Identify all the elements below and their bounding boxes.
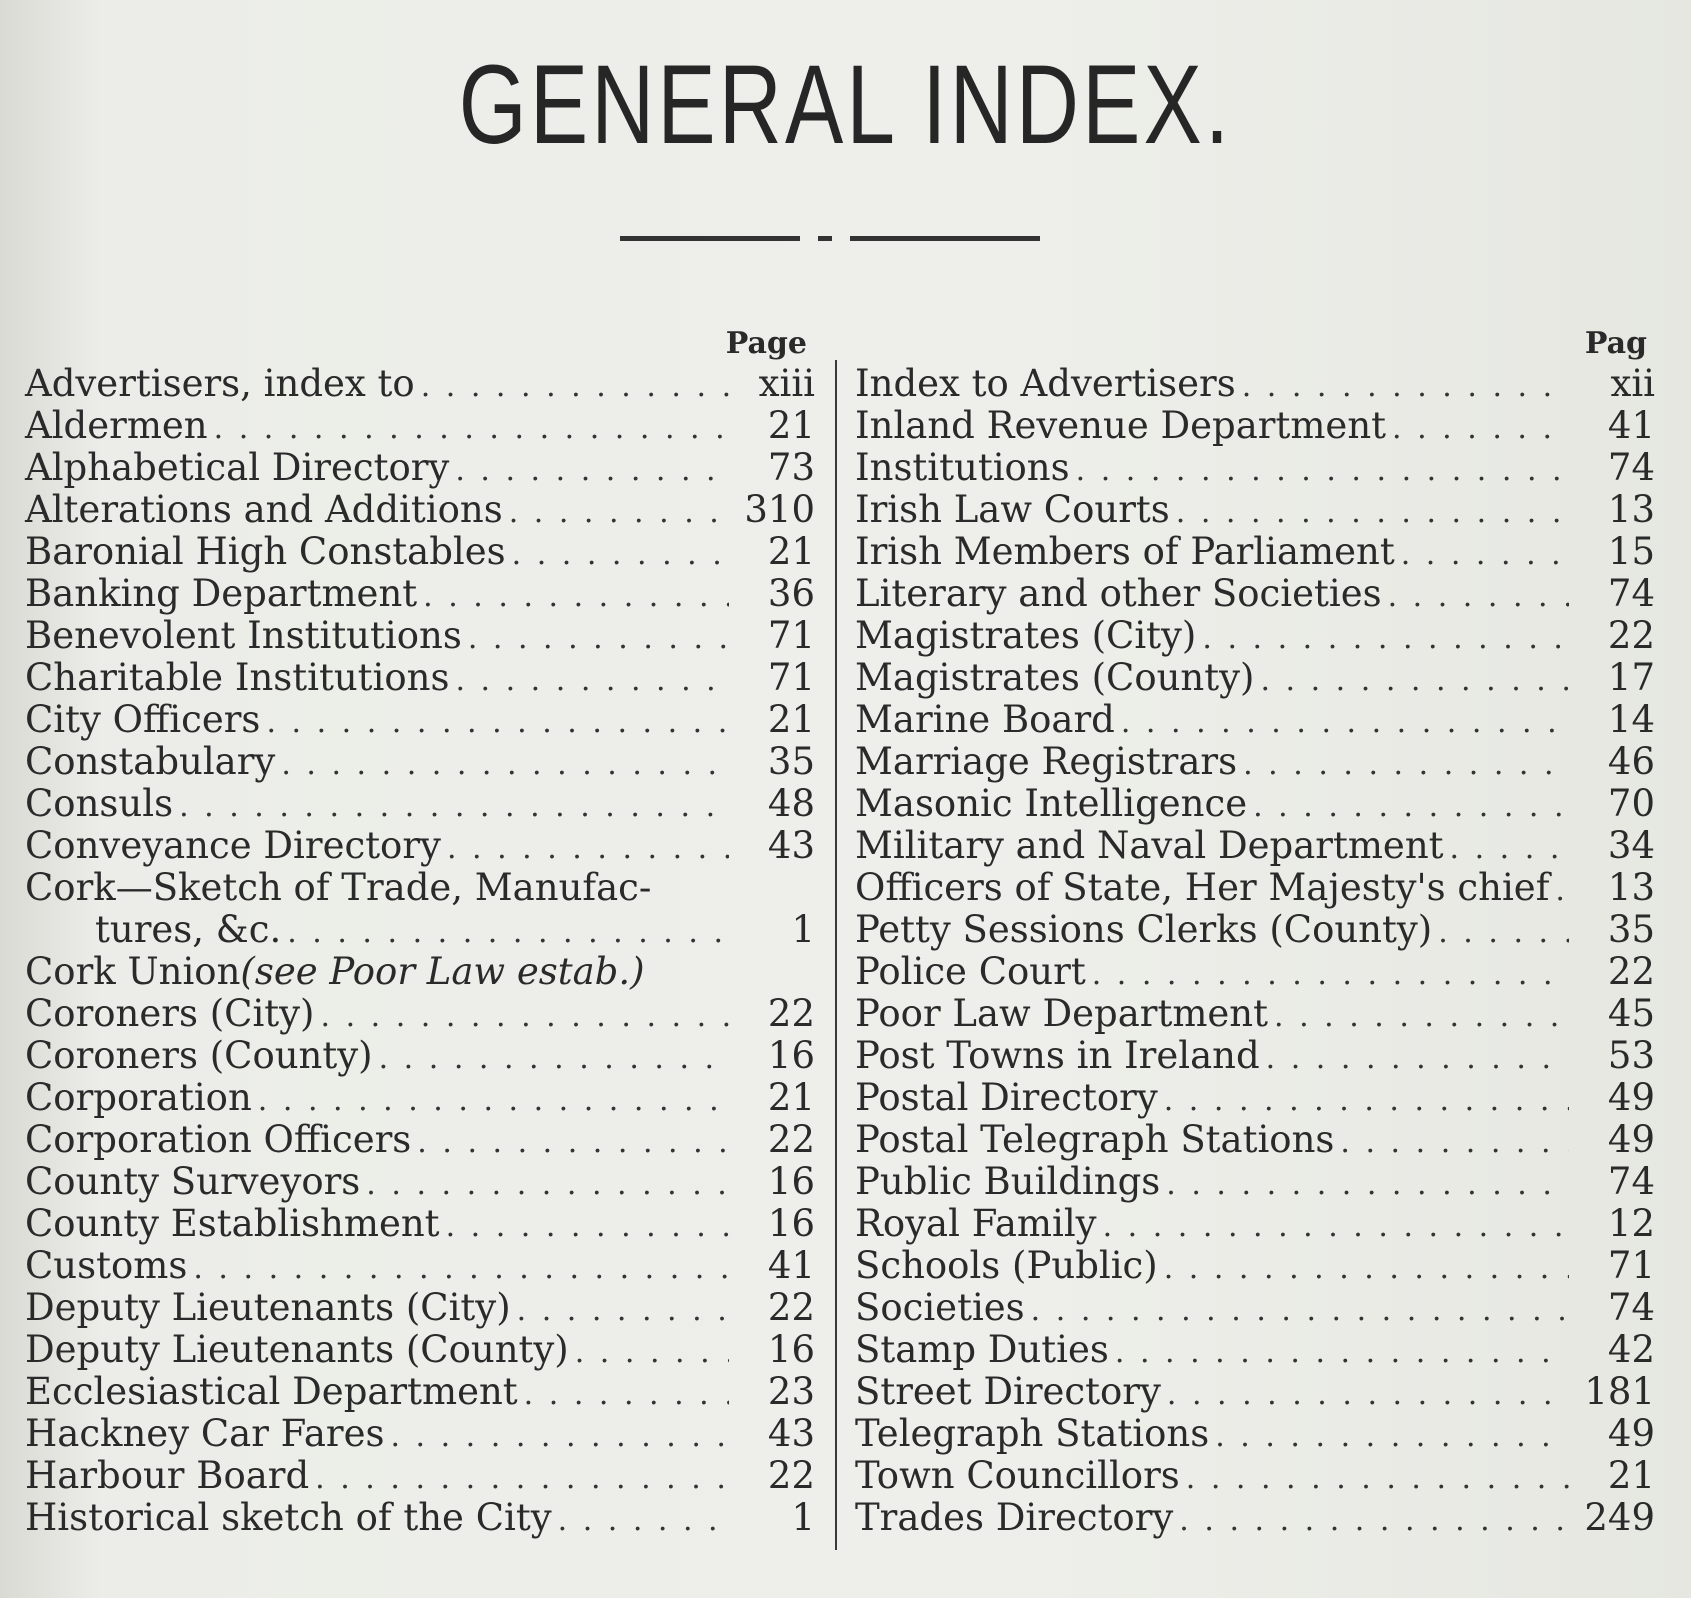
index-entry xyxy=(25,615,815,657)
entry-label xyxy=(25,1329,569,1371)
dot-leader xyxy=(315,1458,729,1500)
entry-label-text: Post Towns in Ireland xyxy=(855,1034,1260,1077)
entry-label-text: Advertisers, index to xyxy=(25,362,415,405)
dot-leader xyxy=(266,702,729,744)
entry-label-text: Inland Revenue Department xyxy=(855,404,1387,447)
index-entry xyxy=(25,867,815,909)
dot-leader xyxy=(1176,492,1569,534)
entry-page-number: 249 xyxy=(1584,1496,1655,1539)
index-entry xyxy=(25,1413,815,1455)
index-entry xyxy=(25,405,815,447)
index-entry xyxy=(25,447,815,489)
entry-label-text: County Establishment xyxy=(25,1202,440,1245)
entry-page-number: 35 xyxy=(1607,908,1655,951)
index-entry xyxy=(25,783,815,825)
entry-label xyxy=(25,1371,518,1413)
entry-label-text: Stamp Duties xyxy=(855,1328,1109,1371)
entry-label-text: Marine Board xyxy=(855,698,1115,741)
entry-page-number: 23 xyxy=(767,1370,815,1413)
entry-label-text: Harbour Board xyxy=(25,1454,310,1497)
dot-leader xyxy=(1202,618,1569,660)
entry-page-number: 21 xyxy=(767,404,815,447)
entry-label-text: Benevolent Institutions xyxy=(25,614,462,657)
entry-label-text: Police Court xyxy=(855,950,1086,993)
index-entry xyxy=(855,699,1655,741)
dot-leader xyxy=(517,1290,729,1332)
entry-label-text: Alterations and Additions xyxy=(25,488,503,531)
entry-label-text: Marriage Registrars xyxy=(855,740,1238,783)
entry-label-text: Baronial High Constables xyxy=(25,530,506,573)
entry-label-text: Postal Telegraph Stations xyxy=(855,1118,1335,1161)
dot-leader xyxy=(1166,1164,1569,1206)
dot-leader xyxy=(1266,1038,1569,1080)
entry-label xyxy=(25,1413,384,1455)
entry-label-text: Officers of State, Her Majesty's chief xyxy=(855,866,1550,909)
index-entry xyxy=(855,657,1655,699)
index-entry xyxy=(855,615,1655,657)
index-entry xyxy=(25,1119,815,1161)
dot-leader xyxy=(1215,1416,1569,1458)
index-entry xyxy=(855,1329,1655,1371)
entry-label-text: Corporation xyxy=(25,1076,252,1119)
entry-label xyxy=(25,1497,552,1539)
entry-page-number: 49 xyxy=(1607,1412,1655,1455)
entry-page-number: 74 xyxy=(1607,446,1655,489)
index-entry xyxy=(25,1329,815,1371)
entry-page-number: 1 xyxy=(791,908,815,951)
entry-label-text: Aldermen xyxy=(25,404,208,447)
entry-label xyxy=(855,1371,1161,1413)
entry-label-text: Historical sketch of the City xyxy=(25,1496,552,1539)
column-divider xyxy=(835,360,837,1550)
index-entry xyxy=(25,909,815,951)
entry-label xyxy=(25,1287,511,1329)
entry-label xyxy=(25,657,449,699)
index-entry xyxy=(855,531,1655,573)
index-entry xyxy=(25,1161,815,1203)
index-entry xyxy=(25,657,815,699)
entry-label xyxy=(25,1119,411,1161)
entry-page-number: 21 xyxy=(767,1076,815,1119)
entry-label xyxy=(25,867,651,909)
entry-label xyxy=(855,1455,1180,1497)
entry-label xyxy=(25,741,275,783)
entry-page-number: 181 xyxy=(1584,1370,1655,1413)
entry-page-number: 74 xyxy=(1607,572,1655,615)
index-entry xyxy=(855,1035,1655,1077)
dot-leader xyxy=(1274,996,1569,1038)
index-entry xyxy=(855,1371,1655,1413)
index-entry xyxy=(855,1161,1655,1203)
entry-page-number: 16 xyxy=(767,1202,815,1245)
entry-page-number: 21 xyxy=(767,698,815,741)
entry-page-number: 13 xyxy=(1607,488,1655,531)
dot-leader xyxy=(1401,534,1569,576)
dot-leader xyxy=(321,996,730,1038)
entry-label-text: Societies xyxy=(855,1286,1025,1329)
entry-page-number: 22 xyxy=(1607,614,1655,657)
index-entry xyxy=(25,531,815,573)
index-entry xyxy=(25,1371,815,1413)
entry-label-text: Magistrates (County) xyxy=(855,656,1255,699)
entry-label xyxy=(855,699,1115,741)
dot-leader xyxy=(1115,1332,1569,1374)
entry-note: (see Poor Law estab.) xyxy=(240,950,645,993)
dot-leader xyxy=(258,1080,729,1122)
index-entry xyxy=(855,1455,1655,1497)
entry-label xyxy=(855,1329,1109,1371)
entry-label xyxy=(25,1077,252,1119)
entry-label-text: Corporation Officers xyxy=(25,1118,412,1161)
entry-label-text: Constabulary xyxy=(25,740,276,783)
dot-leader xyxy=(281,744,729,786)
index-entry xyxy=(855,405,1655,447)
entry-page-number: 49 xyxy=(1607,1076,1655,1119)
entry-label-text: Banking Department xyxy=(25,572,418,615)
dot-leader xyxy=(421,366,729,408)
entry-label-text: Deputy Lieutenants (City) xyxy=(25,1286,511,1329)
index-entry xyxy=(855,1203,1655,1245)
entry-label-text: Petty Sessions Clerks (County) xyxy=(855,908,1433,951)
entry-label-text: Public Buildings xyxy=(855,1160,1161,1203)
entry-label xyxy=(25,531,506,573)
entry-label xyxy=(25,447,449,489)
entry-label-text: Alphabetical Directory xyxy=(25,446,450,489)
dot-leader xyxy=(214,408,729,450)
entry-page-number: 22 xyxy=(767,1454,815,1497)
dot-leader xyxy=(558,1500,729,1542)
entry-label xyxy=(855,1077,1158,1119)
entry-label xyxy=(855,489,1170,531)
index-entry xyxy=(25,1455,815,1497)
index-entry xyxy=(25,741,815,783)
right-page-heading: Pag xyxy=(1584,326,1647,361)
dot-leader xyxy=(417,1122,729,1164)
entry-page-number: 45 xyxy=(1607,992,1655,1035)
entry-label xyxy=(855,909,1432,951)
index-entry xyxy=(855,1413,1655,1455)
dot-leader xyxy=(390,1416,729,1458)
rule-segment-right xyxy=(850,236,1040,241)
dot-leader xyxy=(1242,366,1569,408)
entry-label-text: Customs xyxy=(25,1244,188,1287)
entry-page-number: 22 xyxy=(767,1286,815,1329)
entry-page-number: 16 xyxy=(767,1160,815,1203)
right-index-column xyxy=(855,325,1655,1539)
dot-leader xyxy=(455,660,729,702)
entry-label xyxy=(25,363,415,405)
entry-label xyxy=(855,447,1070,489)
entry-label-text: Irish Law Courts xyxy=(855,488,1170,531)
entry-page-number: 310 xyxy=(744,488,815,531)
entry-label-text: Trades Directory xyxy=(855,1496,1174,1539)
entry-page-number: 43 xyxy=(767,1412,815,1455)
entry-label xyxy=(855,1119,1334,1161)
title-ornament-rule xyxy=(620,236,1040,242)
entry-label xyxy=(855,1287,1025,1329)
entry-label-text: Institutions xyxy=(855,446,1070,489)
dot-leader xyxy=(1164,1080,1569,1122)
index-entry xyxy=(855,993,1655,1035)
entry-label-text: Street Directory xyxy=(855,1370,1161,1413)
index-entry xyxy=(25,489,815,531)
entry-page-number: 1 xyxy=(791,1496,815,1539)
entry-label-text: Consuls xyxy=(25,782,174,825)
dot-leader xyxy=(1450,828,1569,870)
index-entry xyxy=(855,1077,1655,1119)
entry-label-text: Military and Naval Department xyxy=(855,824,1444,867)
entry-label-text: Ecclesiastical Department xyxy=(25,1370,518,1413)
entry-page-number: 21 xyxy=(767,530,815,573)
dot-leader xyxy=(1076,450,1569,492)
entry-page-number: 42 xyxy=(1607,1328,1655,1371)
rule-segment-left xyxy=(620,236,800,241)
dot-leader xyxy=(379,1038,729,1080)
index-entry xyxy=(855,1119,1655,1161)
entry-label-text: Poor Law Department xyxy=(855,992,1268,1035)
dot-leader xyxy=(1031,1290,1569,1332)
entry-label xyxy=(855,1035,1260,1077)
entry-label-text: Index to Advertisers xyxy=(855,362,1236,405)
index-entry xyxy=(855,1245,1655,1287)
entry-label-text: Magistrates (City) xyxy=(855,614,1197,657)
index-entry xyxy=(25,825,815,867)
index-entry xyxy=(25,1245,815,1287)
index-entry xyxy=(25,573,815,615)
dot-leader xyxy=(575,1332,729,1374)
entry-label xyxy=(855,993,1268,1035)
entry-label xyxy=(855,573,1382,615)
entry-page-number: 74 xyxy=(1607,1160,1655,1203)
entry-label xyxy=(855,1161,1160,1203)
index-entry xyxy=(25,1077,815,1119)
dot-leader xyxy=(1164,1248,1569,1290)
left-entry-list xyxy=(25,363,815,1539)
dot-leader xyxy=(1103,1206,1569,1248)
entry-label-text: Hackney Car Fares xyxy=(25,1412,385,1455)
entry-page-number: 70 xyxy=(1607,782,1655,825)
dot-leader xyxy=(446,1206,729,1248)
entry-label xyxy=(25,1455,309,1497)
index-entry xyxy=(855,573,1655,615)
dot-leader xyxy=(524,1374,729,1416)
dot-leader xyxy=(509,492,729,534)
entry-label xyxy=(855,1245,1158,1287)
entry-label xyxy=(25,993,315,1035)
page-title: GENERAL INDEX. xyxy=(458,42,1233,167)
entry-page-number: 12 xyxy=(1607,1202,1655,1245)
index-entry xyxy=(855,1497,1655,1539)
entry-label xyxy=(25,825,441,867)
index-entry xyxy=(25,993,815,1035)
entry-label-text: Coroners (County) xyxy=(25,1034,373,1077)
entry-label xyxy=(25,1203,440,1245)
dot-leader xyxy=(1388,576,1569,618)
index-entry xyxy=(855,741,1655,783)
dot-leader xyxy=(512,534,729,576)
entry-page-number: 16 xyxy=(767,1328,815,1371)
dot-leader xyxy=(193,1248,729,1290)
dot-leader xyxy=(1260,660,1569,702)
entry-label-text: Town Councillors xyxy=(855,1454,1180,1497)
left-index-column xyxy=(25,325,815,1539)
entry-label xyxy=(25,699,260,741)
dot-leader xyxy=(1179,1500,1569,1542)
entry-page-number: 43 xyxy=(767,824,815,867)
entry-label xyxy=(855,657,1254,699)
dot-leader xyxy=(1121,702,1569,744)
entry-page-number: 41 xyxy=(767,1244,815,1287)
index-entry xyxy=(855,363,1655,405)
entry-page-number: 16 xyxy=(767,1034,815,1077)
entry-page-number: xiii xyxy=(758,362,815,405)
entry-page-number: 15 xyxy=(1607,530,1655,573)
entry-page-number: 53 xyxy=(1607,1034,1655,1077)
dot-leader xyxy=(179,786,729,828)
entry-page-number: 22 xyxy=(1607,950,1655,993)
entry-label xyxy=(855,741,1237,783)
entry-page-number: 34 xyxy=(1607,824,1655,867)
dot-leader xyxy=(1253,786,1569,828)
index-entry xyxy=(855,825,1655,867)
entry-page-number: 49 xyxy=(1607,1118,1655,1161)
entry-page-number: 22 xyxy=(767,1118,815,1161)
entry-page-number: 74 xyxy=(1607,1286,1655,1329)
entry-page-number: 46 xyxy=(1607,740,1655,783)
entry-label xyxy=(25,615,462,657)
dot-leader xyxy=(455,450,729,492)
entry-label xyxy=(25,951,645,993)
right-entry-list xyxy=(855,363,1655,1539)
entry-label xyxy=(25,1161,360,1203)
entry-label xyxy=(25,1245,187,1287)
entry-label xyxy=(25,909,281,951)
entry-label-text: Cork—Sketch of Trade, Manufac- xyxy=(25,866,652,909)
entry-label-text: Irish Members of Parliament xyxy=(855,530,1395,573)
entry-label xyxy=(25,489,503,531)
index-entry xyxy=(25,1203,815,1245)
index-entry xyxy=(25,363,815,405)
index-entry xyxy=(25,1497,815,1539)
dot-leader xyxy=(1167,1374,1569,1416)
entry-label-text: Coroners (City) xyxy=(25,992,315,1035)
entry-label-text: Masonic Intelligence xyxy=(855,782,1248,825)
entry-page-number: 71 xyxy=(767,614,815,657)
entry-page-number: 36 xyxy=(767,572,815,615)
index-entry xyxy=(855,447,1655,489)
entry-label-text: Charitable Institutions xyxy=(25,656,450,699)
entry-label xyxy=(855,867,1549,909)
index-entry xyxy=(25,1035,815,1077)
entry-page-number: 14 xyxy=(1607,698,1655,741)
index-entry xyxy=(855,951,1655,993)
entry-label xyxy=(855,405,1386,447)
entry-label-text: County Surveyors xyxy=(25,1160,361,1203)
entry-label xyxy=(855,951,1086,993)
index-entry xyxy=(855,1287,1655,1329)
entry-label-text: Cork Union xyxy=(25,950,241,993)
dot-leader xyxy=(468,618,729,660)
entry-page-number: 41 xyxy=(1607,404,1655,447)
index-entry xyxy=(855,489,1655,531)
dot-leader xyxy=(1555,870,1569,912)
dot-leader xyxy=(287,912,729,954)
rule-segment-center xyxy=(818,236,832,241)
entry-label xyxy=(855,363,1236,405)
entry-label-text: Telegraph Stations xyxy=(855,1412,1210,1455)
dot-leader xyxy=(1340,1122,1569,1164)
entry-page-number: 35 xyxy=(767,740,815,783)
dot-leader xyxy=(423,576,729,618)
entry-page-number: 71 xyxy=(1607,1244,1655,1287)
entry-label-text: Deputy Lieutenants (County) xyxy=(25,1328,569,1371)
entry-page-number: xii xyxy=(1610,362,1655,405)
entry-label-text: Literary and other Societies xyxy=(855,572,1382,615)
entry-page-number: 13 xyxy=(1607,866,1655,909)
entry-page-number: 71 xyxy=(767,656,815,699)
entry-label xyxy=(25,573,417,615)
dot-leader xyxy=(1392,408,1569,450)
index-entry xyxy=(855,909,1655,951)
index-entry xyxy=(25,699,815,741)
dot-leader xyxy=(1438,912,1569,954)
dot-leader xyxy=(1243,744,1569,786)
entry-label xyxy=(855,1497,1173,1539)
entry-label xyxy=(25,783,173,825)
entry-label xyxy=(25,1035,373,1077)
entry-label-text: Schools (Public) xyxy=(855,1244,1158,1287)
index-entry xyxy=(855,783,1655,825)
entry-label xyxy=(855,783,1247,825)
index-entry xyxy=(855,867,1655,909)
entry-label-text: Royal Family xyxy=(855,1202,1097,1245)
entry-label xyxy=(855,1203,1097,1245)
dot-leader xyxy=(1186,1458,1569,1500)
entry-label-text: tures, &c. xyxy=(95,908,282,951)
left-page-heading: Page xyxy=(725,326,807,361)
entry-page-number: 21 xyxy=(1607,1454,1655,1497)
entry-label xyxy=(855,615,1196,657)
entry-page-number: 17 xyxy=(1607,656,1655,699)
entry-label xyxy=(25,405,208,447)
entry-label xyxy=(855,1413,1209,1455)
dot-leader xyxy=(447,828,729,870)
entry-label xyxy=(855,531,1395,573)
index-entry xyxy=(25,951,815,993)
entry-page-number: 48 xyxy=(767,782,815,825)
entry-page-number: 22 xyxy=(767,992,815,1035)
entry-label-text: City Officers xyxy=(25,698,261,741)
entry-label-text: Postal Directory xyxy=(855,1076,1158,1119)
index-entry xyxy=(25,1287,815,1329)
entry-label-text: Conveyance Directory xyxy=(25,824,441,867)
dot-leader xyxy=(366,1164,729,1206)
entry-page-number: 73 xyxy=(767,446,815,489)
dot-leader xyxy=(1092,954,1569,996)
entry-label xyxy=(855,825,1444,867)
